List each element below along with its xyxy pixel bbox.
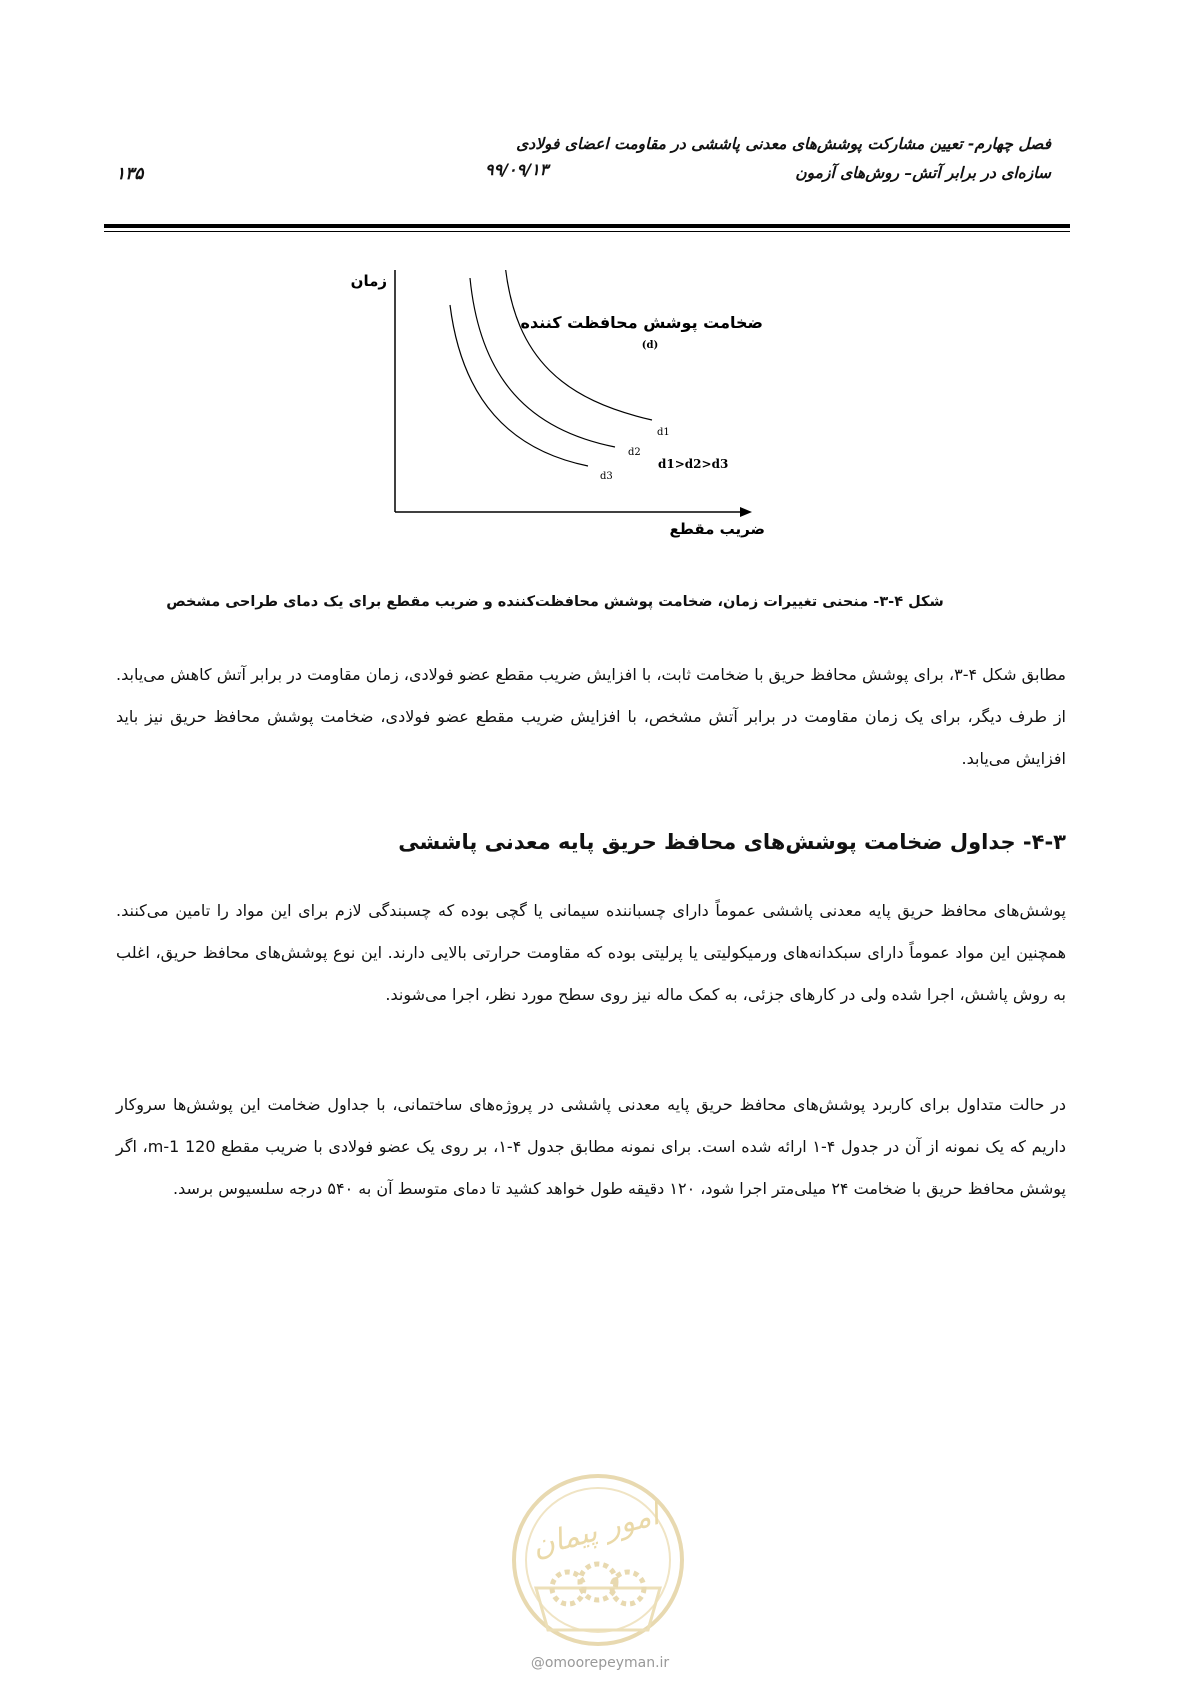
annotation-title: ضخامت پوشش محافظت کننده (520, 313, 763, 332)
figure-graph (350, 270, 850, 590)
paragraph-3: در حالت متداول برای کاربرد پوشش‌های محافظ حریق پایه معدنی پاششی در پروژه‌های ساختمانی، با جداول ضخامت این پوشش‌ها سروکار داریم که یک نمونه از آن در جدول ۴-۱ ارائه شده است. برای نمونه مطابق جدول ۴-۱، بر روی یک عضو فولادی با ضریب مقطع 120 m-1، اگر پوشش محافظ حریق با ضخامت ۲۴ میلی‌متر اجرا شود، ۱۲۰ دقیقه طول خواهد کشید تا دمای متوسط آن به ۵۴۰ درجه سلسیوس برسد. (116, 1095, 1066, 1198)
curve-label-d2: d2 (628, 447, 641, 458)
header-rule (104, 224, 1070, 228)
curve-label-d3: d3 (600, 471, 613, 482)
header-date: ۹۹/۰۹/۱۳ (485, 160, 549, 179)
chapter-title: فصل چهارم- تعیین مشارکت پوشش‌های معدنی پاششی در مقاومت اعضای فولادی سازه‌ای در برابر آتش– روش‌های آزمون (516, 135, 1051, 182)
section-heading: ۴-۳- جداول ضخامت پوشش‌های محافظ حریق پایه معدنی پاششی (398, 830, 1066, 854)
figure-caption: شکل ۴-۳- منحنی تغییرات زمان، ضخامت پوشش محافظت‌کننده و ضریب مقطع برای یک دمای طراحی مشخص (166, 594, 944, 610)
annotation-symbol: (d) (641, 340, 659, 351)
page-number: ۱۳۵ (116, 164, 144, 184)
watermark-logo-text: امور پیمان (528, 1497, 663, 1565)
paragraph-1: مطابق شکل ۴-۳، برای پوشش محافظ حریق با ضخامت ثابت، با افزایش ضریب مقطع عضو فولادی، زمان مقاومت در برابر آتش کاهش می‌یابد. از طرف دیگر، برای یک زمان مقاومت در برابر آتش مشخص، با افزایش ضریب مقطع عضو فولادی، ضخامت پوشش محافظ حریق نیز باید افزایش می‌یابد. (116, 665, 1066, 768)
watermark-logo (508, 1470, 688, 1650)
curve-label-d1: d1 (657, 427, 670, 438)
watermark-site: @omoorepeyman.ir (530, 1655, 670, 1671)
x-axis-label: ضریب مقطع (669, 520, 765, 538)
curve-d1 (505, 270, 652, 420)
paragraph-2: پوشش‌های محافظ حریق پایه معدنی پاششی عموماً دارای چسباننده سیمانی یا گچی بوده که چسبندگی لازم برای این مواد را تامین می‌کنند. همچنین این مواد عموماً دارای سبکدانه‌های ورمیکولیتی یا پرلیتی بوده که مقاومت حرارتی بالایی دارند. این نوع پوشش‌های محافظ حریق، اغلب به روش پاشش، اجرا شده ولی در کارهای جزئی، به کمک ماله نیز روی سطح مورد نظر، اجرا می‌شوند. (116, 901, 1066, 1004)
x-axis-arrow-icon (740, 507, 752, 517)
header-rule-thin (104, 231, 1070, 232)
y-axis-label: زمان (350, 272, 387, 290)
relation-label: d1>d2>d3 (658, 457, 729, 471)
